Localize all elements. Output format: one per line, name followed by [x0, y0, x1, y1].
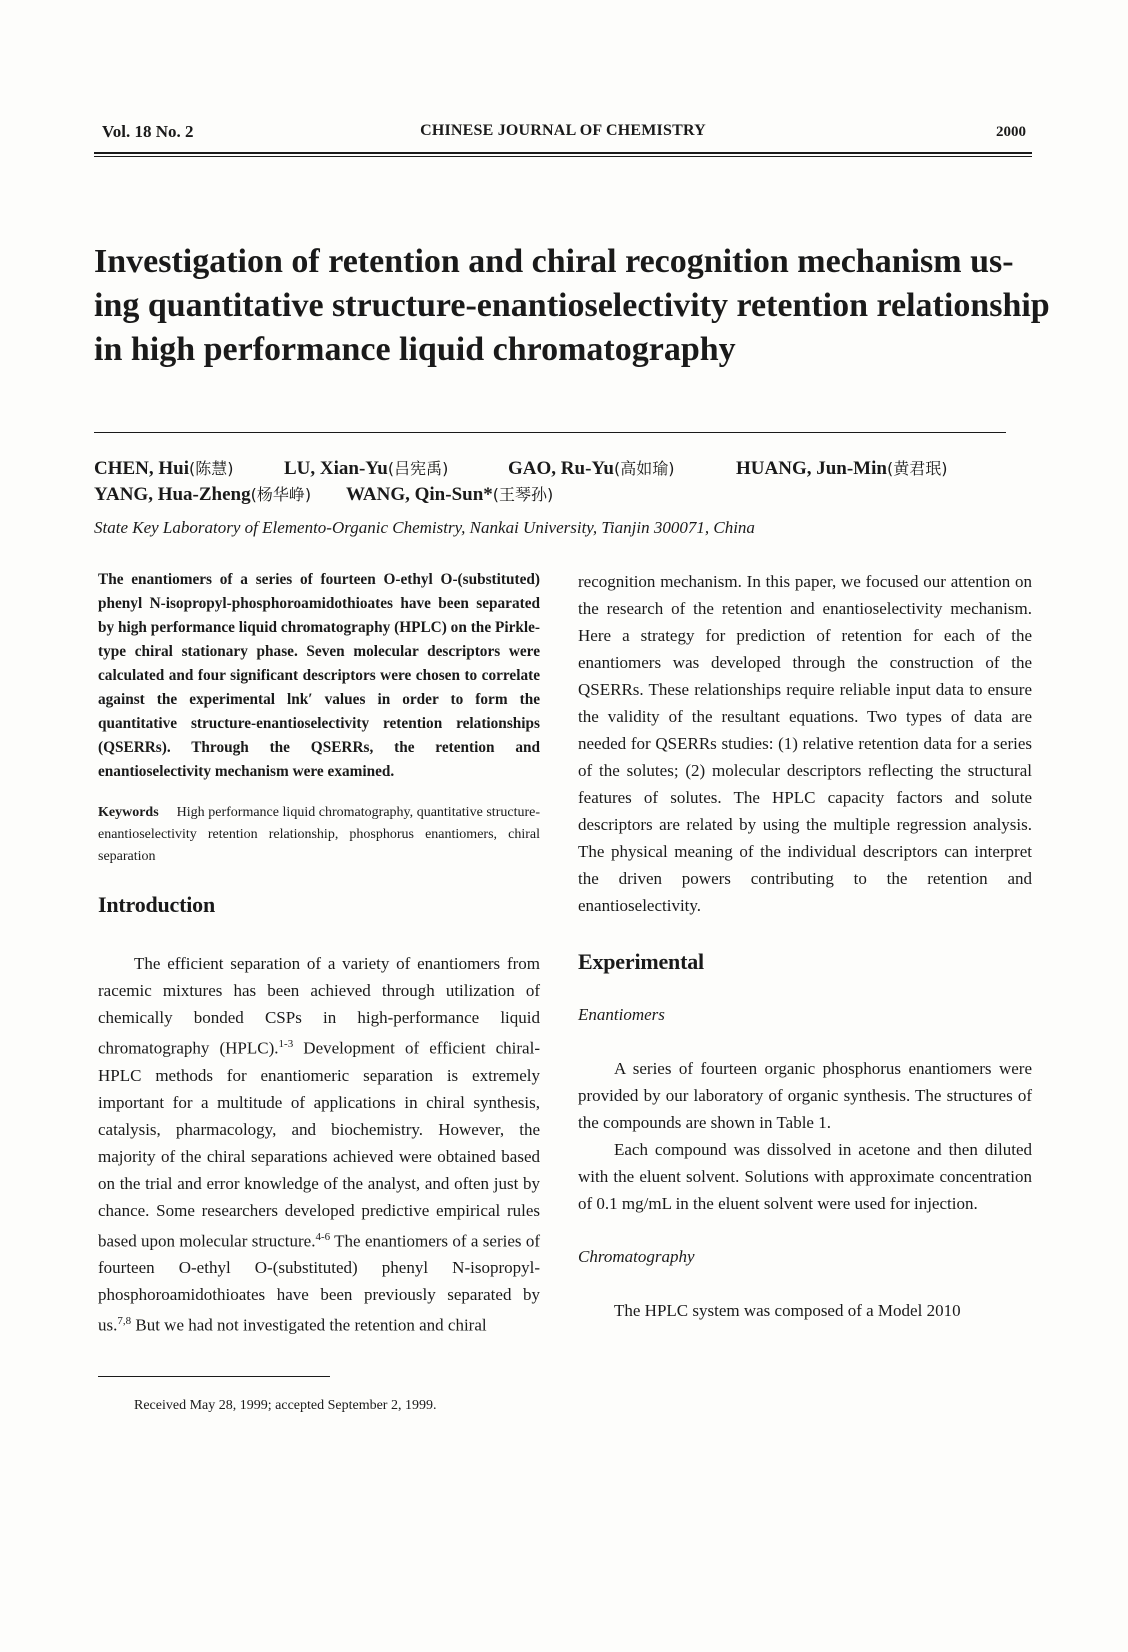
volume-label: Vol. 18 No. 2: [102, 122, 194, 141]
introduction-paragraph: The efficient separation of a variety of enantiomers from racemic mixtures has been achieved through utilization of chemically bonded CSPs in high-performance liquid chromatography (HPLC).$^{1-3}$ Development of efficient chiral-HPLC methods for enantiomeric separation is extremely important for a multitude of applications in chiral synthesis, catalysis, pharmacology, and biochemistry. However, the majority of the chiral separations achieved were obtained based on the trial and error knowledge of the analyst, and often just by chance. Some researchers developed predictive empirical rules based upon molecular structure.$^{4-6}$ The enantiomers of a series of fourteen O-ethyl O-(substituted) phenyl N-isopropyl-phosphoroamidothioates have been previously separated by us.$^{7,8}$ But we had not investigated the retention and chiral: [98, 954, 540, 1335]
keywords-label: Keywords: [98, 805, 159, 820]
enantiomers-heading: Enantiomers: [578, 1005, 665, 1024]
author: HUANG, Jun-Min(黄君珉): [736, 458, 948, 479]
journal-name: CHINESE JOURNAL OF CHEMISTRY: [420, 122, 706, 139]
keywords: [98, 802, 540, 868]
left-column: [98, 568, 540, 1339]
header-rule-thin: [94, 156, 1032, 157]
title-rule: [94, 432, 1006, 433]
introduction-heading: Introduction: [98, 892, 215, 917]
enantiomers-paragraph: A series of fourteen organic phosphorus enantiomers were provided by our laboratory of organic synthesis. The structures of the compounds are shown in Table 1.: [578, 1059, 1032, 1132]
title-line: in high performance liquid chromatography: [94, 331, 736, 368]
affiliation: State Key Laboratory of Elemento-Organic Chemistry, Nankai University, Tianjin 300071, China: [94, 518, 755, 537]
enantiomers-paragraph: Each compound was dissolved in acetone and then diluted with the eluent solvent. Solutions with approximate concentration of 0.1 mg/mL in the eluent solvent were used for injection.: [578, 1140, 1032, 1213]
header-rule-thick: [94, 152, 1032, 154]
author: LU, Xian-Yu(吕宪禹): [284, 458, 449, 479]
citation: 1-3: [278, 1038, 294, 1050]
keywords-text: High performance liquid chromatography, quantitative structure-enantioselectivity retention relationship, phosphorus enantiomers, chiral separation: [98, 805, 540, 864]
running-head: [94, 118, 1032, 148]
experimental-heading: Experimental: [578, 949, 704, 974]
citation: 4-6: [315, 1230, 331, 1243]
received-footnote: Received May 28, 1999; accepted September 2, 1999.: [134, 1398, 437, 1413]
citation: 7,8: [117, 1315, 132, 1328]
title-line: Investigation of retention and chiral recognition mechanism us-: [94, 243, 1014, 280]
author: GAO, Ru-Yu(高如瑜): [508, 458, 675, 479]
footnote-rule: [98, 1376, 330, 1377]
abstract: The enantiomers of a series of fourteen O-ethyl O-(substituted) phenyl N-isopropyl-phosphoroamidothioates have been separated by high performance liquid chromatography (HPLC) on the Pirkle-type chiral stationary phase. Seven molecular descriptors were calculated and four significant descriptors were chosen to correlate against the experimental lnk′ values in order to form the quantitative structure-enantioselectivity retention relationships (QSERRs). Through the QSERRs, the retention and enantioselectivity mechanism were examined.: [98, 571, 540, 780]
author: CHEN, Hui(陈慧): [94, 458, 234, 479]
chromatography-heading: Chromatography: [578, 1247, 695, 1266]
author-list: [94, 456, 1034, 508]
author-row: [94, 456, 1034, 482]
author-row: [94, 482, 1034, 508]
title-line: ing quantitative structure-enantioselectivity retention relationship: [94, 287, 1050, 324]
article-title: [94, 240, 1050, 372]
page-number: 2000: [996, 124, 1026, 140]
chromatography-paragraph: The HPLC system was composed of a Model 2010: [614, 1301, 961, 1320]
author: YANG, Hua-Zheng(杨华峥): [94, 484, 312, 505]
right-column: [578, 568, 1032, 1324]
author: WANG, Qin-Sun*(王琴孙): [346, 484, 554, 505]
introduction-continued: recognition mechanism. In this paper, we focused our attention on the research of the retention and enantioselectivity mechanism. Here a strategy for prediction of retention for each of the enantiomers was developed through the construction of the QSERRs. These relationships require reliable input data to ensure the validity of the resultant equations. Two types of data are needed for QSERRs studies: (1) relative retention data for a series of the solutes; (2) molecular descriptors reflecting the structural features of solutes. The HPLC capacity factors and solute descriptors are related by using the multiple regression analysis. The physical meaning of the individual descriptors can interpret the driven powers contributing to the retention and enantioselectivity.: [578, 572, 1032, 915]
